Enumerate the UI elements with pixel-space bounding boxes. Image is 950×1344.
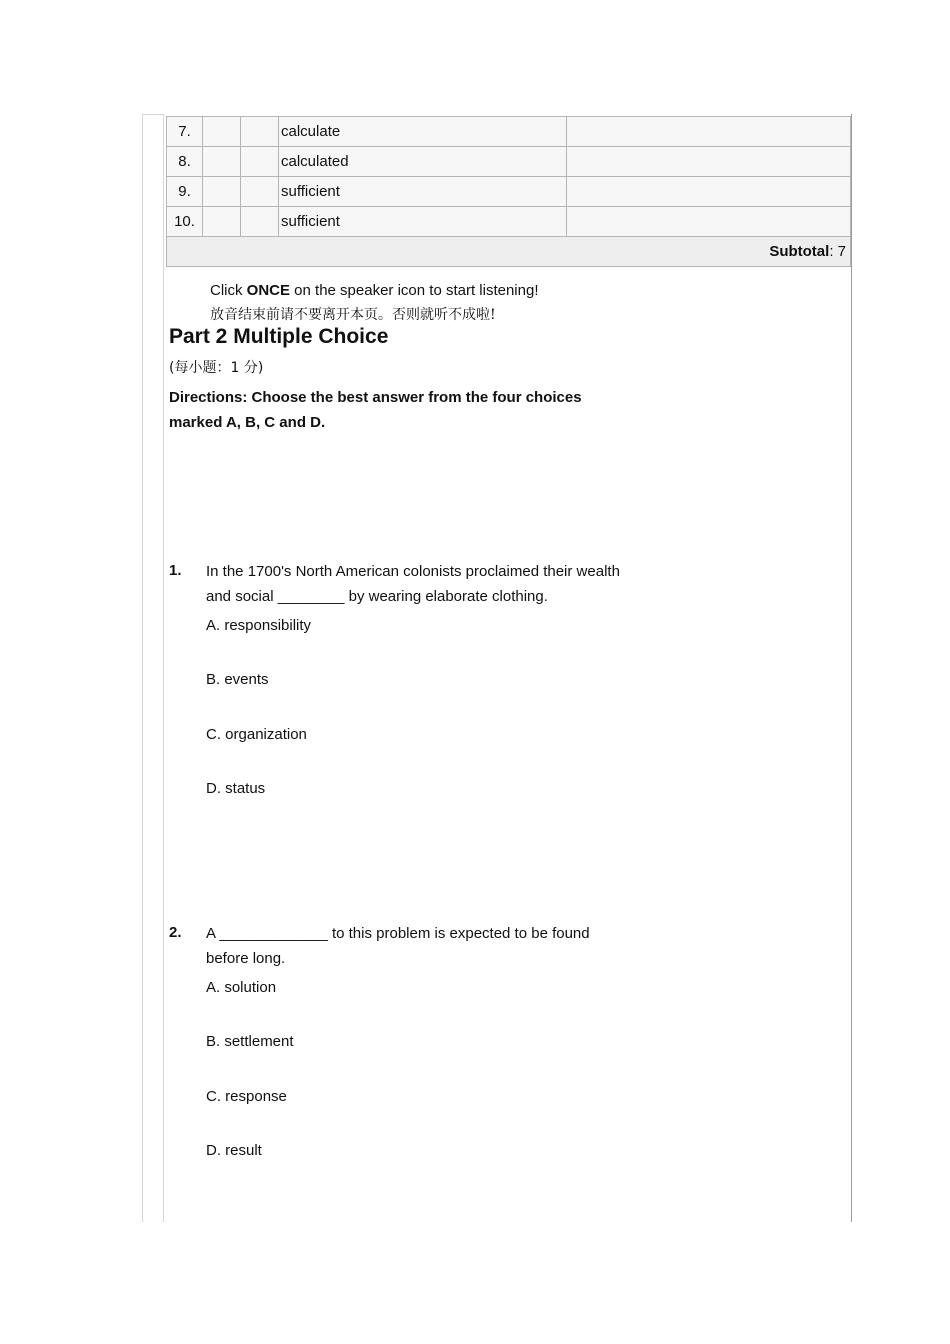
row-number: 9.: [167, 177, 203, 207]
question-number: 1.: [169, 562, 182, 579]
answer-word: sufficient: [279, 177, 567, 207]
empty-cell: [567, 207, 851, 237]
frame-inner-border: [163, 114, 164, 1222]
table-row: [167, 177, 851, 207]
frame-top-border: [142, 114, 164, 115]
option-a[interactable]: A. responsibility: [206, 617, 312, 634]
subtotal-value: : 7: [829, 243, 846, 260]
subtotal-cell: [167, 237, 851, 267]
blank-cell: [203, 177, 241, 207]
blank-cell: [241, 147, 279, 177]
empty-cell: [567, 117, 851, 147]
answer-word: sufficient: [279, 207, 567, 237]
listen-prefix: Click: [210, 282, 247, 299]
subtotal-row: [167, 237, 851, 267]
subtotal-label: Subtotal: [769, 243, 830, 260]
blank-cell: [241, 207, 279, 237]
score-note: (每小题：1 分): [169, 360, 264, 376]
empty-cell: [567, 177, 851, 207]
option-b[interactable]: B. settlement: [206, 1033, 294, 1050]
listen-emphasis: ONCE: [246, 282, 291, 299]
row-number: 10.: [167, 207, 203, 237]
option-a[interactable]: A. solution: [206, 979, 277, 996]
option-c[interactable]: C. organization: [206, 726, 307, 743]
question-text: In the 1700's North American colonists proclaimed their wealth and social ________ by wearing elaborate clothing.: [206, 563, 620, 605]
listen-suffix: on the speaker icon to start listening!: [290, 282, 539, 299]
table-row: [167, 117, 851, 147]
option-d[interactable]: D. status: [206, 780, 266, 797]
empty-cell: [567, 147, 851, 177]
listening-instructions: [210, 279, 539, 327]
part-title: Part 2 Multiple Choice: [169, 325, 389, 348]
frame-left-border: [142, 114, 143, 1222]
blank-cell: [203, 207, 241, 237]
blank-cell: [203, 117, 241, 147]
question-number: 2.: [169, 924, 182, 941]
question-text: A _____________ to this problem is expected to be found before long.: [206, 925, 590, 967]
answer-table: [166, 116, 851, 267]
blank-cell: [203, 147, 241, 177]
answer-word: calculated: [279, 147, 567, 177]
blank-cell: [241, 117, 279, 147]
row-number: 7.: [167, 117, 203, 147]
frame-right-border: [851, 114, 852, 1222]
listen-line: [210, 279, 539, 303]
option-c[interactable]: C. response: [206, 1088, 287, 1105]
option-b[interactable]: B. events: [206, 671, 269, 688]
row-number: 8.: [167, 147, 203, 177]
listen-chinese-note: 放音结束前请不要离开本页。否则就听不成啦!: [210, 307, 496, 323]
blank-cell: [241, 177, 279, 207]
table-row: [167, 147, 851, 177]
answer-word: calculate: [279, 117, 567, 147]
option-d[interactable]: D. result: [206, 1142, 262, 1159]
directions: Directions: Choose the best answer from the four choices marked A, B, C and D.: [169, 389, 582, 431]
table-row: [167, 207, 851, 237]
